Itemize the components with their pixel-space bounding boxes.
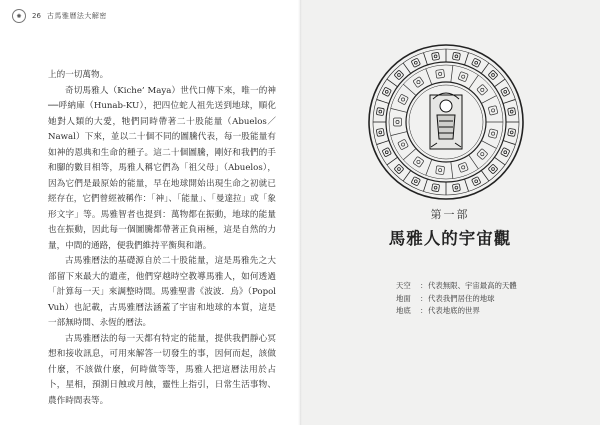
legend-item [396, 305, 566, 318]
legend-item [396, 293, 566, 306]
folio-ornament-icon: ✺ [12, 9, 26, 23]
running-title: 古馬雅曆法大解密 [46, 12, 107, 20]
part-label: 第一部 [430, 208, 470, 221]
legend-value: 代表無限、宇宙最高的天體 [428, 281, 517, 290]
legend-key: 天空 [396, 281, 411, 290]
mayan-calendar-illustration [367, 43, 525, 201]
cosmos-legend [396, 280, 566, 318]
legend-key: 地面 [396, 293, 411, 303]
page-number: 26 [32, 12, 41, 20]
paragraph: 奇切馬雅人（Kiche’ Maya）世代口傳下來，唯一的神──呼納庫（Hunab-KU），把四位蛇人祖先送到地球，順化她對人類的大愛，牠們同時帶著二十股能量（Abuelos／Nawal）下來，並以二十個不同的圖騰代表，每一股能量有如神的恩典和生命的種子。這二十個圖騰，剛好和我們的手和腳的數目相等，馬雅人稱它們為「祖父母」（Abuelos），因為它們是最原始的能量，早在地球開始出現生命之初就已經存在，它們曾經被稱作：「神」、「能量」、「曼達拉」或「象形文字」等。馬雅智者也提到：萬物都在振動，地球的能量也在振動，因此每一個圖騰都帶著正負兩極，這是自然的力量，中間的通路，便我們維持平衡與和諧。 [48, 85, 276, 251]
legend-value: 代表我們居住的地球 [428, 293, 495, 303]
running-header [12, 9, 107, 23]
legend-separator: ： [420, 281, 428, 290]
legend-separator: ： [420, 306, 428, 315]
book-gutter [298, 0, 302, 425]
legend-value: 代表地底的世界 [428, 306, 480, 315]
paragraph: 上的一切萬物。 [48, 70, 109, 80]
legend-separator: ： [420, 293, 428, 303]
right-page [300, 0, 600, 425]
calendar-stone-icon [367, 43, 525, 201]
legend-item [396, 280, 566, 293]
legend-key: 地底 [396, 306, 411, 315]
body-text [48, 68, 276, 409]
part-title: 馬雅人的宇宙觀 [388, 229, 512, 248]
paragraph: 古馬雅曆法的基礎源自於二十股能量，這是馬雅先之大部留下來最大的遺產，他們穿越時空教導馬雅人，如何透過「計算每一天」來調整時間。馬雅聖書《波波．烏》（Popol Vuh）也記載，古馬雅曆法涵蓋了宇宙和地球的本質，這是一部無時間、永恆的曆法。 [48, 256, 276, 328]
paragraph: 古馬雅曆法的每一天都有特定的能量，提供我們靜心冥想和接收訊息，可用來解答一切發生的事，因何而起，該做什麼，不該做什麼，何時做等等，馬雅人把這曆法用於占卜，星相，預測日蝕或月蝕，靈性上指引，日常生活事物、農作時間表等。 [48, 333, 276, 406]
